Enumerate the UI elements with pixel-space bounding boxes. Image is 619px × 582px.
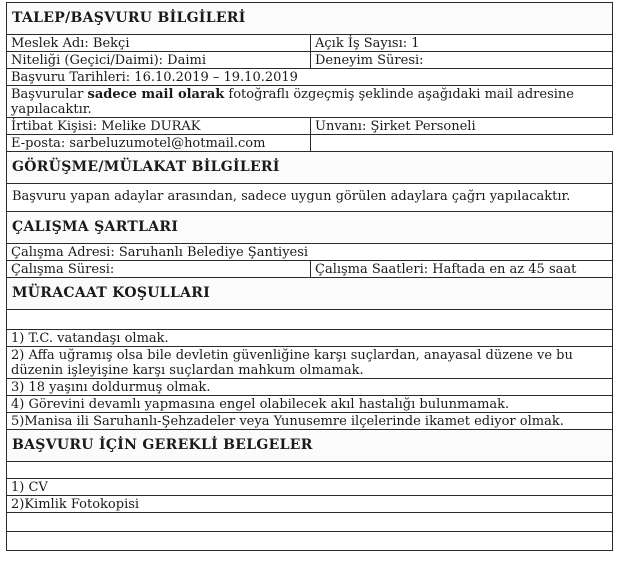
kosul-2: 2) Affa uğramış olsa bile devletin güvenliğine karşı suçlardan, anayasal düzene ve bu düzenin işleyişine karşı suçlardan mahkum olmamak. [7, 347, 613, 379]
row-calisma-sure [7, 261, 613, 278]
row-calisma-adres [7, 244, 613, 261]
row-gap [7, 532, 613, 551]
kosul-4: 4) Görevini devamlı yapmasına engel olabilecek akıl hastalığı bulunmamak. [7, 396, 613, 413]
kosul-3: 3) 18 yaşını doldurmuş olmak. [7, 379, 613, 396]
row-eposta [7, 135, 613, 152]
unvani: Unvanı: Şirket Personeli [311, 118, 613, 135]
section-muracaat-header [7, 278, 613, 310]
list-item [7, 330, 613, 347]
kosul-1: 1) T.C. vatandaşı olmak. [7, 330, 613, 347]
section-belgeler-header [7, 430, 613, 462]
application-form [6, 2, 612, 551]
list-item [7, 379, 613, 396]
section-calisma-header [7, 212, 613, 244]
section-talep-header [7, 3, 613, 35]
row-tarih [7, 69, 613, 86]
section-title: MÜRACAAT KOŞULLARI [7, 278, 613, 310]
calisma-saatleri: Çalışma Saatleri: Haftada en az 45 saat [311, 261, 613, 278]
row-gap [7, 310, 613, 330]
row-nitelik [7, 52, 613, 69]
section-title: GÖRÜŞME/MÜLAKAT BİLGİLERİ [7, 152, 613, 184]
section-title: TALEP/BAŞVURU BİLGİLERİ [7, 3, 613, 35]
row-irtibat [7, 118, 613, 135]
blank-row [7, 462, 613, 479]
basvuru-text-bold: sadece mail olarak [87, 87, 225, 102]
meslek-adi: Meslek Adı: Bekçi [7, 35, 311, 52]
empty-cell [311, 135, 613, 152]
row-basvuru [7, 86, 613, 118]
form-table [6, 2, 613, 551]
blank-row [7, 513, 613, 532]
list-item [7, 413, 613, 430]
list-item [7, 396, 613, 413]
list-item [7, 479, 613, 496]
section-title: BAŞVURU İÇİN GEREKLİ BELGELER [7, 430, 613, 462]
belge-1: 1) CV [7, 479, 613, 496]
section-title: ÇALIŞMA ŞARTLARI [7, 212, 613, 244]
deneyim-suresi: Deneyim Süresi: [311, 52, 613, 69]
blank-row [7, 532, 613, 551]
section-gorusme-header [7, 152, 613, 184]
basvuru-text-pre: Başvurular [11, 87, 88, 102]
list-item [7, 496, 613, 513]
niteligi: Niteliği (Geçici/Daimi): Daimi [7, 52, 311, 69]
list-item [7, 347, 613, 379]
belge-2: 2)Kimlik Fotokopisi [7, 496, 613, 513]
basvuru-aciklama [7, 86, 613, 118]
basvuru-text-post: fotoğraflı özgeçmiş şeklinde aşağıdaki mail adresine yapılacaktır. [11, 87, 574, 117]
row-meslek [7, 35, 613, 52]
acik-is-sayisi: Açık İş Sayısı: 1 [311, 35, 613, 52]
gorusme-aciklama: Başvuru yapan adaylar arasından, sadece uygun görülen adaylara çağrı yapılacaktır. [7, 184, 613, 212]
e-posta: E-posta: sarbeluzumotel@hotmail.com [7, 135, 311, 152]
basvuru-tarihleri: Başvuru Tarihleri: 16.10.2019 – 19.10.2019 [7, 69, 613, 86]
row-gorusme-text [7, 184, 613, 212]
irtibat-kisisi: İrtibat Kişisi: Melike DURAK [7, 118, 311, 135]
kosul-5: 5)Manisa ili Saruhanlı-Şehzadeler veya Yunusemre ilçelerinde ikamet ediyor olmak. [7, 413, 613, 430]
row-gap [7, 513, 613, 532]
blank-row [7, 310, 613, 330]
calisma-suresi: Çalışma Süresi: [7, 261, 311, 278]
row-gap [7, 462, 613, 479]
calisma-adresi: Çalışma Adresi: Saruhanlı Belediye Şantiyesi [7, 244, 613, 261]
